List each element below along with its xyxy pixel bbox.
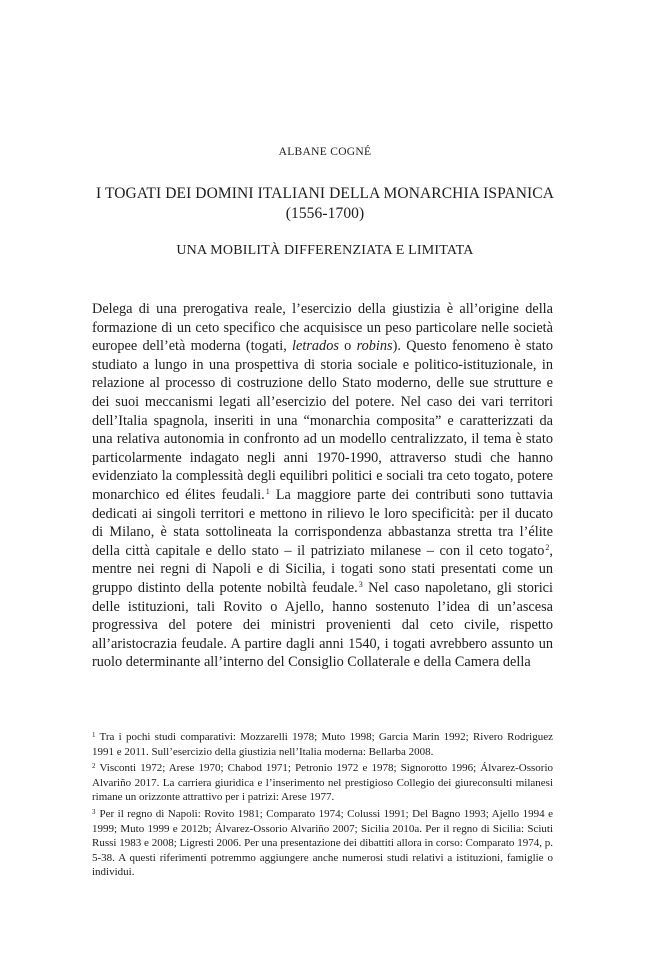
footnote-text: Visconti 1972; Arese 1970; Chabod 1971; Petronio 1972 e 1978; Signorotto 1996; Álvarez-Ossorio Alvariño 2017. La carriera giuridica e l’inserimento nel prestigioso Collegio dei giureconsulti milanesi rimane un orizzonte attrattivo per i patrizi: Arese 1977. <box>92 762 553 804</box>
italic-term-robins: robins <box>356 338 393 355</box>
footnote-number: 3 <box>92 807 96 816</box>
body-paragraph <box>92 300 553 672</box>
text-segment: , mentre nei regni di Napoli e di Sicilia, i togati sono stati presentati come un gruppo distinto della potente nobiltà feudale. <box>92 542 553 596</box>
italic-term-letrados: letrados <box>292 338 339 355</box>
footnote-1 <box>92 728 553 759</box>
text-segment: Delega di una prerogativa reale, l’esercizio della giustizia è all’origine della formazione di un ceto specifico che acquisisce un peso particolare nelle società europee dell’età moderna (togati, <box>92 301 553 355</box>
article-subtitle: UNA MOBILITÀ DIFFERENZIATA E LIMITATA <box>176 243 474 258</box>
author-name: ALBANE COGNÉ <box>278 146 372 158</box>
footnote-text: Per il regno di Napoli: Rovito 1981; Comparato 1974; Colussi 1991; Del Bagno 1993; Ajello 1994 e 1999; Muto 1999 e 2012b; Álvarez-Ossorio Alvariño 2007; Sicilia 2010a. Per il regno di Sicilia: Sciuti Russi 1983 e 2008; Ligresti 2006. Per una presentazione dei dibattiti allora in corso: Comparato 1974, p. 5-38. A questi riferimenti potremmo aggiungere anche numerosi studi relativi a istituzioni, famiglie o individui. <box>92 807 553 879</box>
footnote-ref-2[interactable]: 2 <box>545 542 550 552</box>
footnote-number: 2 <box>92 762 96 771</box>
footnotes-section <box>92 728 553 880</box>
footnote-ref-1[interactable]: 1 <box>265 486 270 496</box>
footnote-3 <box>92 805 553 880</box>
text-segment: La maggiore parte dei contributi sono tuttavia dedicati ai singoli territori e mettono in rilievo le loro specificità: per il ducato di Milano, è stata sottolineata la corrispondenza abbastanza stretta tra l’élite della città capitale e dello stato – il patriziato milanese – con il ceto togato <box>92 486 553 559</box>
text-segment: ). Questo fenomeno è stato studiato a lungo in una prospettiva di storia sociale e politico-istituzionale, in relazione al processo di costruzione dello Stato moderno, delle sue strutture e dei suoi meccanismi legati all’esercizio del potere. Nel caso dei vari territori dell’Italia spagnola, inseriti in una “monarchia composita” e caratterizzati da una relativa autonomia in confronto ad un modello centralizzato, il tema è stato particolarmente indagato negli anni 1970-1990, attraverso studi che hanno evidenziato la complessità degli equilibri politici e sociali tra ceto togato, potere monarchico ed élites feudali. <box>92 338 553 503</box>
footnote-number: 1 <box>92 731 96 739</box>
footnote-ref-3[interactable]: 3 <box>358 579 363 589</box>
footnote-2 <box>92 759 553 805</box>
text-segment: o <box>338 338 357 355</box>
text-segment: Nel caso napoletano, gli storici delle istituzioni, tali Rovito o Ajello, hanno sostenuto l’idea di un’ascesa progressiva del potere dei ministri provenienti dal ceto civile, rispetto all’aristocrazia feudale. A partire dagli anni 1540, i togati avrebbero assunto un ruolo determinante all’interno del Consiglio Collaterale e della Camera della <box>92 579 553 671</box>
paragraph-text <box>92 300 553 672</box>
footnote-text: Tra i pochi studi comparativi: Mozzarelli 1978; Muto 1998; Garcia Marin 1992; Rivero Rodriguez 1991 e 2011. Sull’esercizio della giustizia nell’Italia moderna: Bellarba 2008. <box>92 731 553 758</box>
article-title: I TOGATI DEI DOMINI ITALIANI DELLA MONARCHIA ISPANICA (1556-1700) <box>96 185 554 222</box>
